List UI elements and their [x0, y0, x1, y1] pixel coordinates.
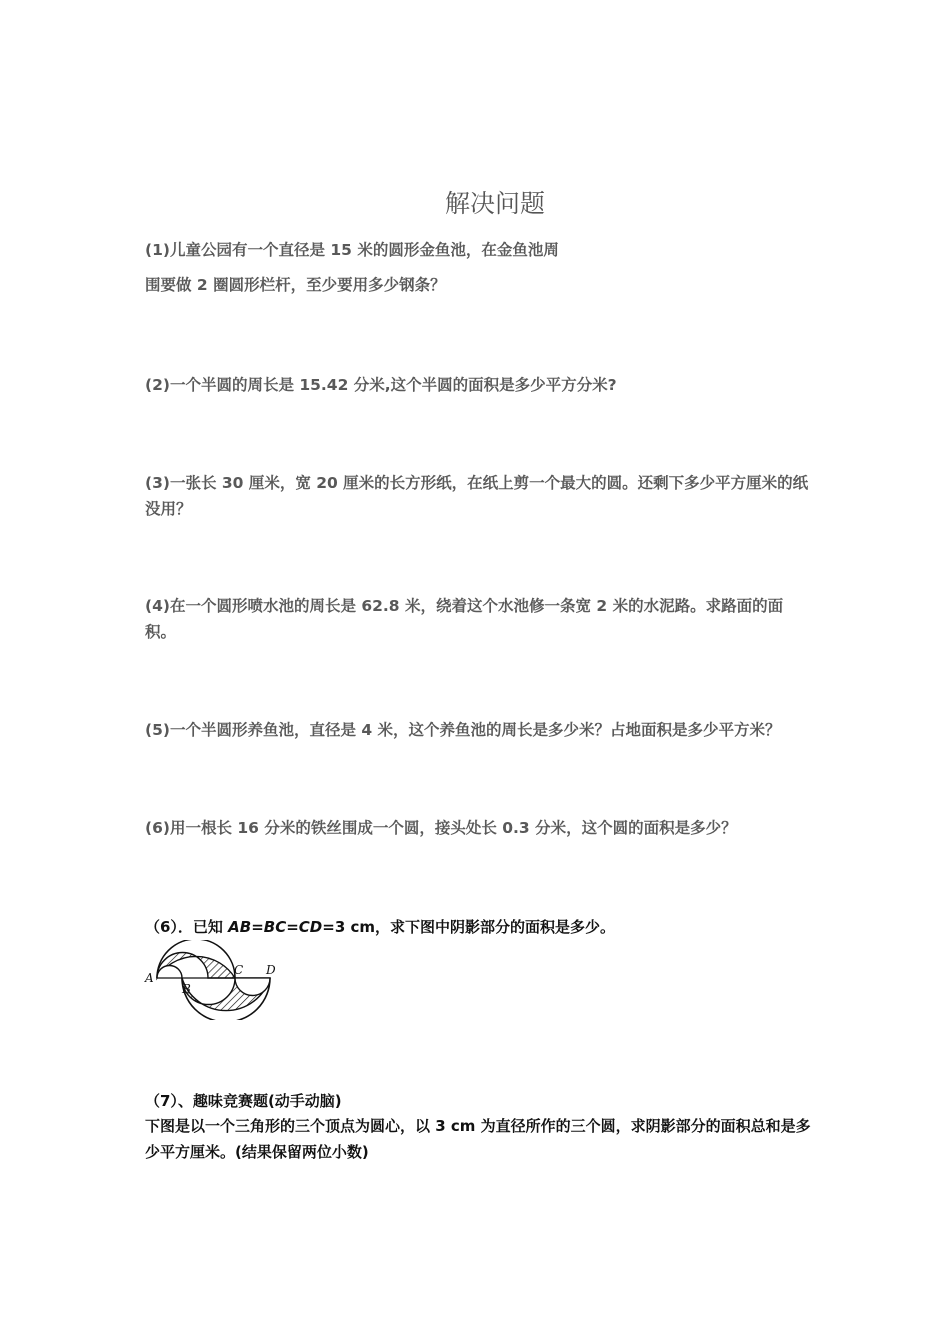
question-6b-suffix: ，求下图中阴影部分的面积是多少。	[375, 918, 616, 936]
question-2: (2)一个半圆的周长是 15.42 分米,这个半圆的面积是多少平方分米?	[145, 376, 617, 394]
label-a: A	[145, 971, 154, 985]
question-6b-formula: AB=BC=CD	[228, 918, 323, 936]
question-6b	[145, 914, 813, 940]
question-6: (6)用一根长 16 分米的铁丝围成一个圆，接头处长 0.3 分米，这个圆的面积是多少？	[145, 819, 737, 837]
question-7-heading: （7）、趣味竞赛题(动手动脑)	[145, 1092, 342, 1110]
page-title: 解决问题	[444, 189, 545, 218]
label-c: C	[234, 963, 244, 977]
label-b: B	[182, 982, 191, 996]
question-1-line-1: (1)儿童公园有一个直径是 15 米的圆形金鱼池，在金鱼池周	[145, 241, 559, 259]
question-4: (4)在一个圆形喷水池的周长是 62.8 米，绕着这个水池修一条宽 2 米的水泥路。求路面的面积。	[145, 597, 784, 641]
label-d: D	[266, 963, 276, 977]
question-5: (5)一个半圆形养鱼池，直径是 4 米，这个养鱼池的周长是多少米？占地面积是多少平方米？	[145, 721, 781, 739]
question-7-body: 下图是以一个三角形的三个顶点为圆心，以 3 cm 为直径所作的三个圆，求阴影部分的面积总和是多少平方厘米。(结果保留两位小数)	[145, 1117, 811, 1161]
question-3: (3)一张长 30 厘米，宽 20 厘米的长方形纸，在纸上剪一个最大的圆。还剩下多少平方厘米的纸没用？	[145, 474, 809, 518]
question-6b-value: =3 cm	[322, 918, 376, 936]
question-6b-prefix: （6）．已知	[145, 918, 229, 936]
question-1-line-2: 围要做 2 圈圆形栏杆，至少要用多少钢条？	[145, 276, 446, 294]
shaded-semicircles-figure	[142, 940, 282, 1020]
